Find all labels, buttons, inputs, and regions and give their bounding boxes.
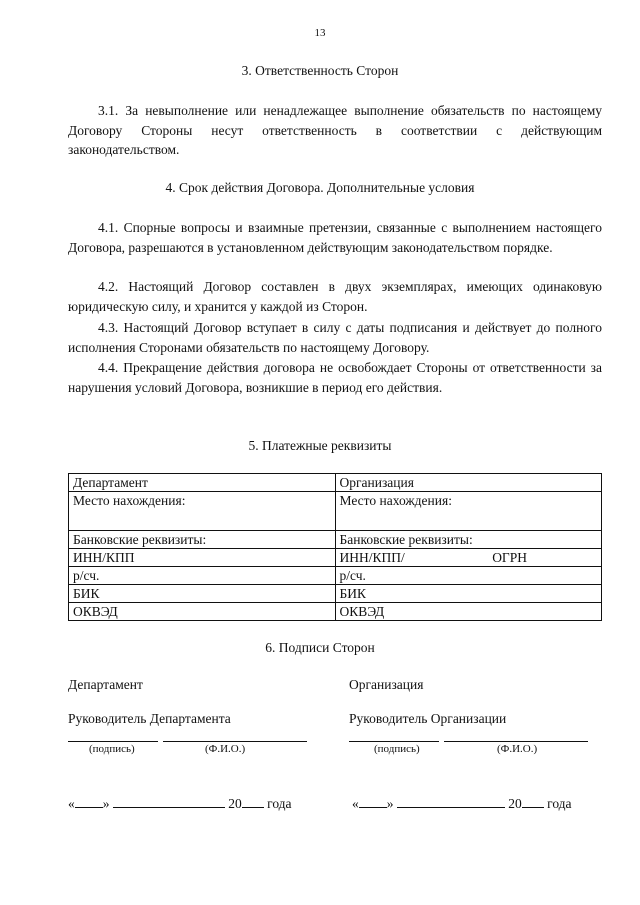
table-row [69,567,602,585]
table-row [69,492,602,531]
department-bank-label: Банковские реквизиты: [69,531,336,549]
department-location-label: Место нахождения: [73,493,186,508]
organization-party-label: Организация [349,677,424,692]
table-row [69,585,602,603]
organization-inn-cell [335,549,602,567]
year-blank [522,795,544,808]
organization-location-cell [335,492,602,531]
date-close-quote: » [386,796,394,811]
organization-header: Организация [335,474,602,492]
paragraph-4-1: 4.1. Спорные вопросы и взаимные претензии, связанные с выполнением настоящего Договора, разрешаются в установленном действующим законодательством порядке. [68,220,602,255]
department-name-caption: (Ф.И.О.) [205,743,246,755]
department-okved-label: ОКВЭД [69,603,336,621]
paragraph-3-1: 3.1. За невыполнение или ненадлежащее выполнение обязательств по настоящему Договору Стороны несут ответственность в соответствии с действующим законодательством. [68,103,602,157]
department-party-label: Департамент [68,677,143,692]
organization-name-line [444,741,588,742]
department-account-label: р/сч. [69,567,336,585]
department-location-cell [69,492,336,531]
section-3-title: 3. Ответственность Сторон [241,63,399,78]
department-head-label: Руководитель Департамента [68,711,231,726]
department-bik-label: БИК [69,585,336,603]
organization-okved-label: ОКВЭД [335,603,602,621]
organization-head-label: Руководитель Организации [349,711,507,726]
table-row [69,474,602,492]
department-name-line [163,741,307,742]
table-row [69,603,602,621]
organization-ogrn-label: ОГРН [492,550,527,565]
month-blank [113,795,225,808]
payment-details-table [68,473,602,621]
table-row [69,549,602,567]
organization-location-label: Место нахождения: [339,493,452,508]
paragraph-4-2: 4.2. Настоящий Договор составлен в двух экземплярах, имеющих одинаковую юридическую силу, и хранится у каждой из Сторон. [68,279,602,314]
organization-inn-label: ИНН/КПП/ [339,550,405,565]
organization-signature-line [349,741,439,742]
department-signature-caption: (подпись) [89,743,135,755]
day-blank [359,795,387,808]
section-6-title: 6. Подписи Сторон [265,640,375,655]
table-row [69,531,602,549]
paragraph-4-3: 4.3. Настоящий Договор вступает в силу с даты подписания и действует до полного исполнения Сторонами обязательств по настоящему Договору. [68,320,602,355]
date-close-quote: » [102,796,110,811]
organization-signature-caption: (подпись) [374,743,420,755]
paragraph-4-4: 4.4. Прекращение действия договора не освобождает Стороны от ответственности за нарушения условий Договора, возникшие в период его действия. [68,360,602,395]
organization-bik-label: БИК [335,585,602,603]
organization-account-label: р/сч. [335,567,602,585]
day-blank [75,795,103,808]
organization-date [352,795,572,812]
month-blank [397,795,505,808]
department-signature-line [68,741,158,742]
section-5-title: 5. Платежные реквизиты [248,438,392,453]
organization-bank-label: Банковские реквизиты: [335,531,602,549]
department-inn-label: ИНН/КПП [69,549,336,567]
year-suffix: года [547,796,572,811]
date-open-quote: « [68,796,75,811]
year-prefix: 20 [508,796,522,811]
year-suffix: года [267,796,292,811]
organization-name-caption: (Ф.И.О.) [497,743,538,755]
date-open-quote: « [352,796,359,811]
department-header: Департамент [69,474,336,492]
year-prefix: 20 [228,796,242,811]
department-date [68,795,292,812]
page-number: 13 [314,27,326,39]
section-4-title: 4. Срок действия Договора. Дополнительные условия [165,180,475,195]
year-blank [242,795,264,808]
